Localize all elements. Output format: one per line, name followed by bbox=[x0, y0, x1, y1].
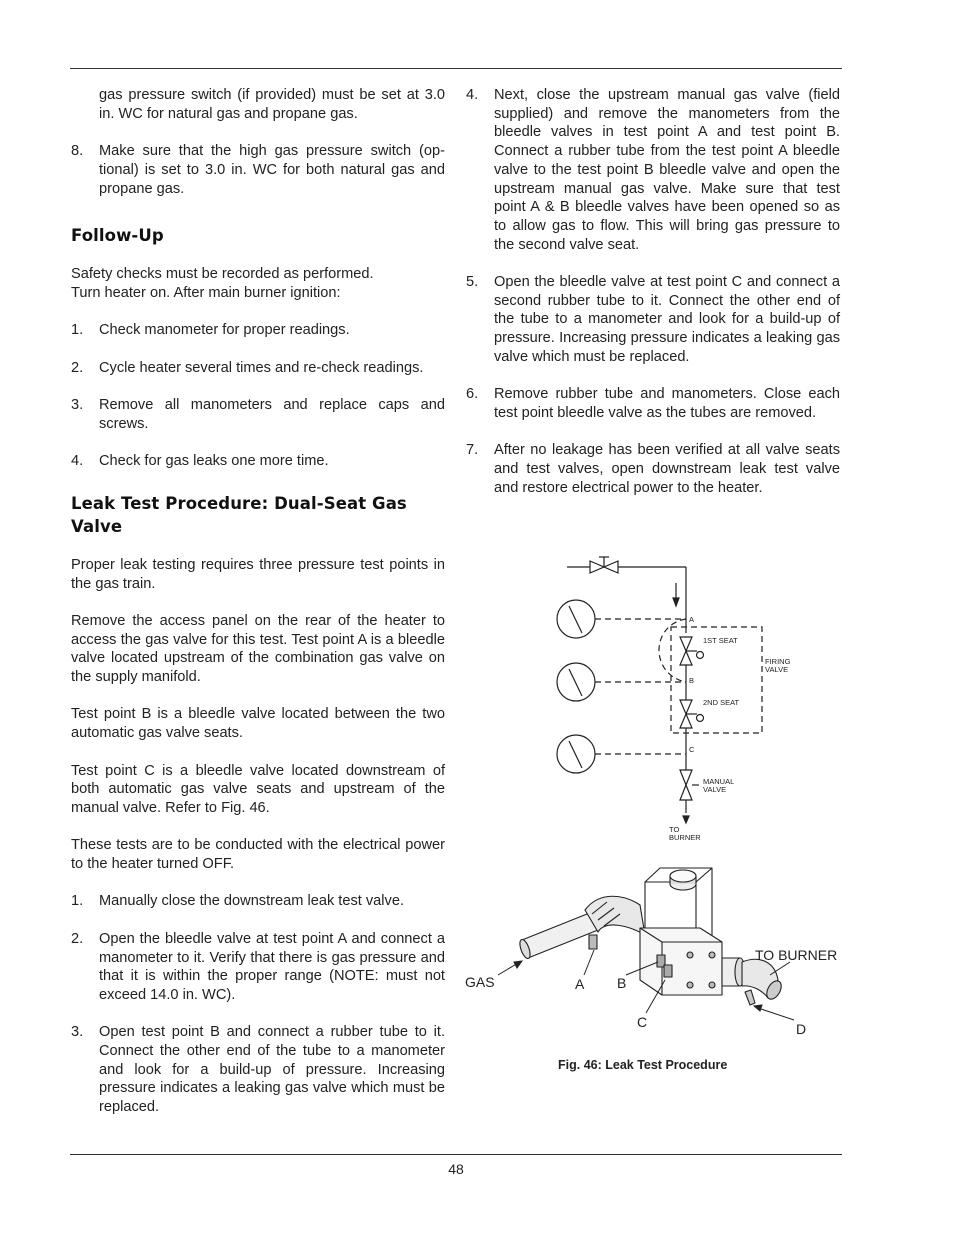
manual-valve-icon bbox=[680, 770, 692, 785]
list-item: 4. Check for gas leaks one more time. bbox=[71, 453, 329, 470]
to-burner-label: TO BURNER bbox=[755, 947, 838, 963]
test-point-c-fitting bbox=[664, 965, 672, 977]
manometer-b-icon bbox=[557, 663, 595, 701]
list-item: 2. Open the bleedle valve at test point A and connect a manometer to it. Verify that there is gas pressure and that it is within the proper range (NOTE: must not exceed 14.0 in. WC). bbox=[71, 930, 445, 1003]
gas-arrow-icon bbox=[514, 961, 522, 968]
first-seat-valve-icon bbox=[680, 637, 692, 651]
point-c-label: C bbox=[637, 1014, 648, 1030]
gas-valve-assembly-illustration bbox=[460, 862, 850, 1042]
page-number: 48 bbox=[448, 1161, 464, 1177]
header-rule bbox=[70, 68, 842, 69]
followup-paragraph: Turn heater on. After main burner ignition: bbox=[71, 284, 341, 301]
list-item: 6. Remove rubber tube and manometers. Close each test point bleedle valve as the tubes are removed. bbox=[466, 386, 840, 421]
tube-a-to-b bbox=[659, 619, 686, 682]
point-b-label: B bbox=[617, 975, 627, 991]
figure-caption: Fig. 46: Leak Test Procedure bbox=[558, 1058, 728, 1072]
followup-heading: Follow-Up bbox=[71, 226, 164, 246]
test-point-a-fitting bbox=[589, 935, 597, 949]
inlet-pipe bbox=[522, 912, 598, 958]
leak-paragraph: These tests are to be conducted with the electrical power to the heater turned OFF. bbox=[71, 837, 445, 873]
svg-text:VALVE: VALVE bbox=[703, 785, 727, 794]
list-item: 1. Check manometer for proper readings. bbox=[71, 322, 350, 339]
second-seat-label: 2ND SEAT bbox=[703, 698, 740, 707]
list-item: 5. Open the bleedle valve at test point C and connect a second rubber tube to it. Connect the other end of the tube to a manometer and look for a build-up of pressure. Increasing pressure indicates a leaking gas valve which must be replaced. bbox=[466, 274, 840, 365]
d-arrow-icon bbox=[754, 1005, 762, 1011]
footer-rule bbox=[70, 1154, 842, 1155]
manometer-a-icon bbox=[557, 600, 595, 638]
list-item: 8. Make sure that the high gas pressure switch (optional) is set to 3.0 in. WC for both natural gas and propane gas. bbox=[71, 143, 445, 197]
list-item: 4. Next, close the upstream manual gas valve (field supplied) and remove the manometers from the bleedle valves in test point A and test point B. Connect a rubber tube from the test point A bleedle valve to the test point B bleedle valve and open the upstream manual gas valve. Make sure that test point A & B bleedle valves have been opened so as to allow gas to flow. This will bring gas pressure to the second valve seat. bbox=[466, 87, 840, 253]
svg-text:BURNER: BURNER bbox=[669, 833, 701, 842]
list-item: 3. Remove all manometers and replace caps and screws. bbox=[71, 397, 445, 432]
to-burner-label: TO bbox=[669, 825, 680, 834]
point-a-label: A bbox=[575, 976, 585, 992]
first-seat-label: 1ST SEAT bbox=[703, 636, 738, 645]
leak-paragraph: Remove the access panel on the rear of the heater to access the gas valve for this test. Test point A is a bleedle valve located upstream of the combination gas valve on the supply manifold. bbox=[71, 612, 445, 686]
second-seat-valve-icon bbox=[680, 700, 692, 714]
point-d-label: D bbox=[796, 1021, 807, 1037]
right-column bbox=[466, 86, 840, 497]
list-item: 3. Open test point B and connect a rubber tube to it. Connect the other end of the tube to a manometer and look for a build-up of pressure. Increasing pressure indicates a leaking gas valve which must be replaced. bbox=[71, 1024, 445, 1116]
list-number: 8. bbox=[71, 143, 84, 160]
leak-paragraph: Test point B is a bleedle valve located between the two automatic gas valve seats. bbox=[71, 706, 445, 742]
followup-paragraph: Safety checks must be recorded as performed. bbox=[71, 266, 374, 283]
leak-paragraph: Proper leak testing requires three pressure test points in the gas train. bbox=[71, 556, 445, 592]
list-item: 2. Cycle heater several times and re-check readings. bbox=[71, 359, 424, 376]
test-point-a-label: A bbox=[689, 615, 695, 624]
left-column bbox=[71, 86, 445, 1117]
manual-valve-label: MANUAL bbox=[703, 777, 735, 786]
firing-valve-label: FIRING bbox=[765, 657, 791, 666]
continued-item: gas pressure switch (if provided) must be set at 3.0 in. WC for natural gas and propane gas. bbox=[99, 87, 445, 122]
svg-text:VALVE: VALVE bbox=[765, 665, 789, 674]
leak-test-schematic bbox=[550, 552, 791, 847]
list-item: 1. Manually close the downstream leak test valve. bbox=[71, 893, 404, 910]
outlet-arrow-icon bbox=[683, 816, 689, 823]
manual-valve-handle bbox=[745, 990, 755, 1005]
supply-valve-icon bbox=[590, 561, 604, 573]
gas-label: GAS bbox=[465, 974, 495, 990]
list-item: 7. After no leakage has been verified at all valve seats and test valves, open downstream leak test valve and restore electrical power to the heater. bbox=[466, 442, 840, 496]
test-point-b-label: B bbox=[689, 676, 695, 685]
test-point-c-label: C bbox=[689, 745, 695, 754]
leak-paragraph: Test point C is a bleedle valve located downstream of both automatic gas valve seats and upstream of the manual valve. Refer to Fig. 46. bbox=[71, 762, 445, 816]
flow-arrow-icon bbox=[673, 598, 679, 606]
manometer-c-icon bbox=[557, 735, 595, 773]
leak-test-heading: Leak Test Procedure: Dual-Seat Gas Valve bbox=[71, 493, 407, 536]
